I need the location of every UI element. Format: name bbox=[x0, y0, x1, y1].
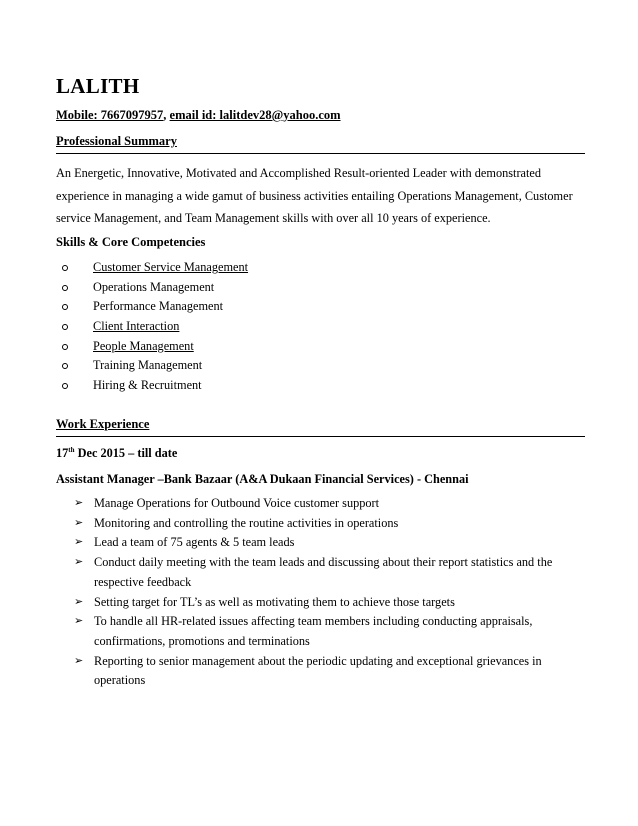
duty-text: Monitoring and controlling the routine activities in operations bbox=[94, 515, 399, 530]
section-divider bbox=[56, 436, 585, 437]
email-address: email id: lalitdev28@yahoo.com bbox=[169, 108, 341, 122]
arrow-bullet-icon: ➢ bbox=[74, 516, 84, 529]
employment-period bbox=[56, 446, 177, 461]
skill-label: Performance Management bbox=[93, 299, 224, 314]
candidate-name: LALITH bbox=[56, 74, 140, 98]
duty-text: Reporting to senior management about the periodic updating and exceptional grievances in operations bbox=[94, 653, 542, 688]
duty-item bbox=[74, 533, 586, 553]
contact-line bbox=[56, 108, 341, 123]
circle-bullet-icon bbox=[62, 344, 68, 350]
work-experience-heading-text: Work Experience bbox=[56, 417, 150, 431]
arrow-bullet-icon: ➢ bbox=[74, 615, 84, 628]
skill-label: Operations Management bbox=[93, 279, 215, 294]
duty-text: Setting target for TL’s as well as motivating them to achieve those targets bbox=[94, 594, 455, 609]
circle-bullet-icon bbox=[62, 285, 68, 291]
date-rest: Dec 2015 – till date bbox=[74, 446, 178, 461]
circle-bullet-icon bbox=[62, 324, 68, 330]
skill-label: Customer Service Management bbox=[93, 260, 249, 274]
skill-label: People Management bbox=[93, 338, 194, 353]
duties-list bbox=[74, 494, 586, 691]
arrow-bullet-icon: ➢ bbox=[74, 654, 84, 667]
professional-summary-heading bbox=[56, 134, 177, 149]
duty-text: To handle all HR-related issues affecting team members including conducting appraisals, confirmations, promotions and terminations bbox=[94, 614, 533, 648]
duty-item bbox=[74, 652, 586, 691]
date-day: 17 bbox=[56, 446, 69, 461]
date-suffix: th bbox=[68, 446, 75, 454]
circle-bullet-icon bbox=[62, 265, 68, 271]
contact-separator: , bbox=[163, 108, 167, 122]
professional-summary-heading-text: Professional Summary bbox=[56, 134, 177, 148]
circle-bullet-icon bbox=[62, 363, 68, 369]
job-title: Assistant Manager –Bank Bazaar (A&A Dukaan Financial Services) - Chennai bbox=[56, 472, 469, 486]
skill-label: Hiring & Recruitment bbox=[93, 378, 202, 393]
duty-text: Conduct daily meeting with the team leads and discussing about their report statistics and the respective feedback bbox=[94, 555, 553, 589]
skills-heading: Skills & Core Competencies bbox=[56, 235, 206, 249]
duty-text: Manage Operations for Outbound Voice customer support bbox=[94, 496, 380, 510]
arrow-bullet-icon: ➢ bbox=[74, 595, 84, 608]
professional-summary-text: An Energetic, Innovative, Motivated and Accomplished Result-oriented Leader with demonstrated experience in managing a wide gamut of business activities entailing Operations Management, Customer service Management, and Team Management skills with over all 10 years of experience. bbox=[56, 166, 573, 225]
arrow-bullet-icon: ➢ bbox=[74, 497, 84, 509]
duty-text: Lead a team of 75 agents & 5 team leads bbox=[94, 535, 295, 550]
section-divider bbox=[56, 153, 585, 154]
circle-bullet-icon bbox=[62, 304, 68, 310]
arrow-bullet-icon: ➢ bbox=[74, 556, 84, 569]
skill-label: Training Management bbox=[93, 358, 203, 373]
duty-item bbox=[74, 553, 586, 592]
duty-item bbox=[74, 612, 586, 651]
duty-item bbox=[74, 514, 586, 534]
skill-label: Client Interaction bbox=[93, 319, 180, 334]
circle-bullet-icon bbox=[62, 383, 68, 389]
duty-item bbox=[74, 494, 586, 514]
arrow-bullet-icon: ➢ bbox=[74, 536, 84, 549]
mobile-number: Mobile: 7667097957 bbox=[56, 108, 164, 122]
work-experience-heading bbox=[56, 417, 149, 432]
duty-item bbox=[74, 593, 586, 613]
